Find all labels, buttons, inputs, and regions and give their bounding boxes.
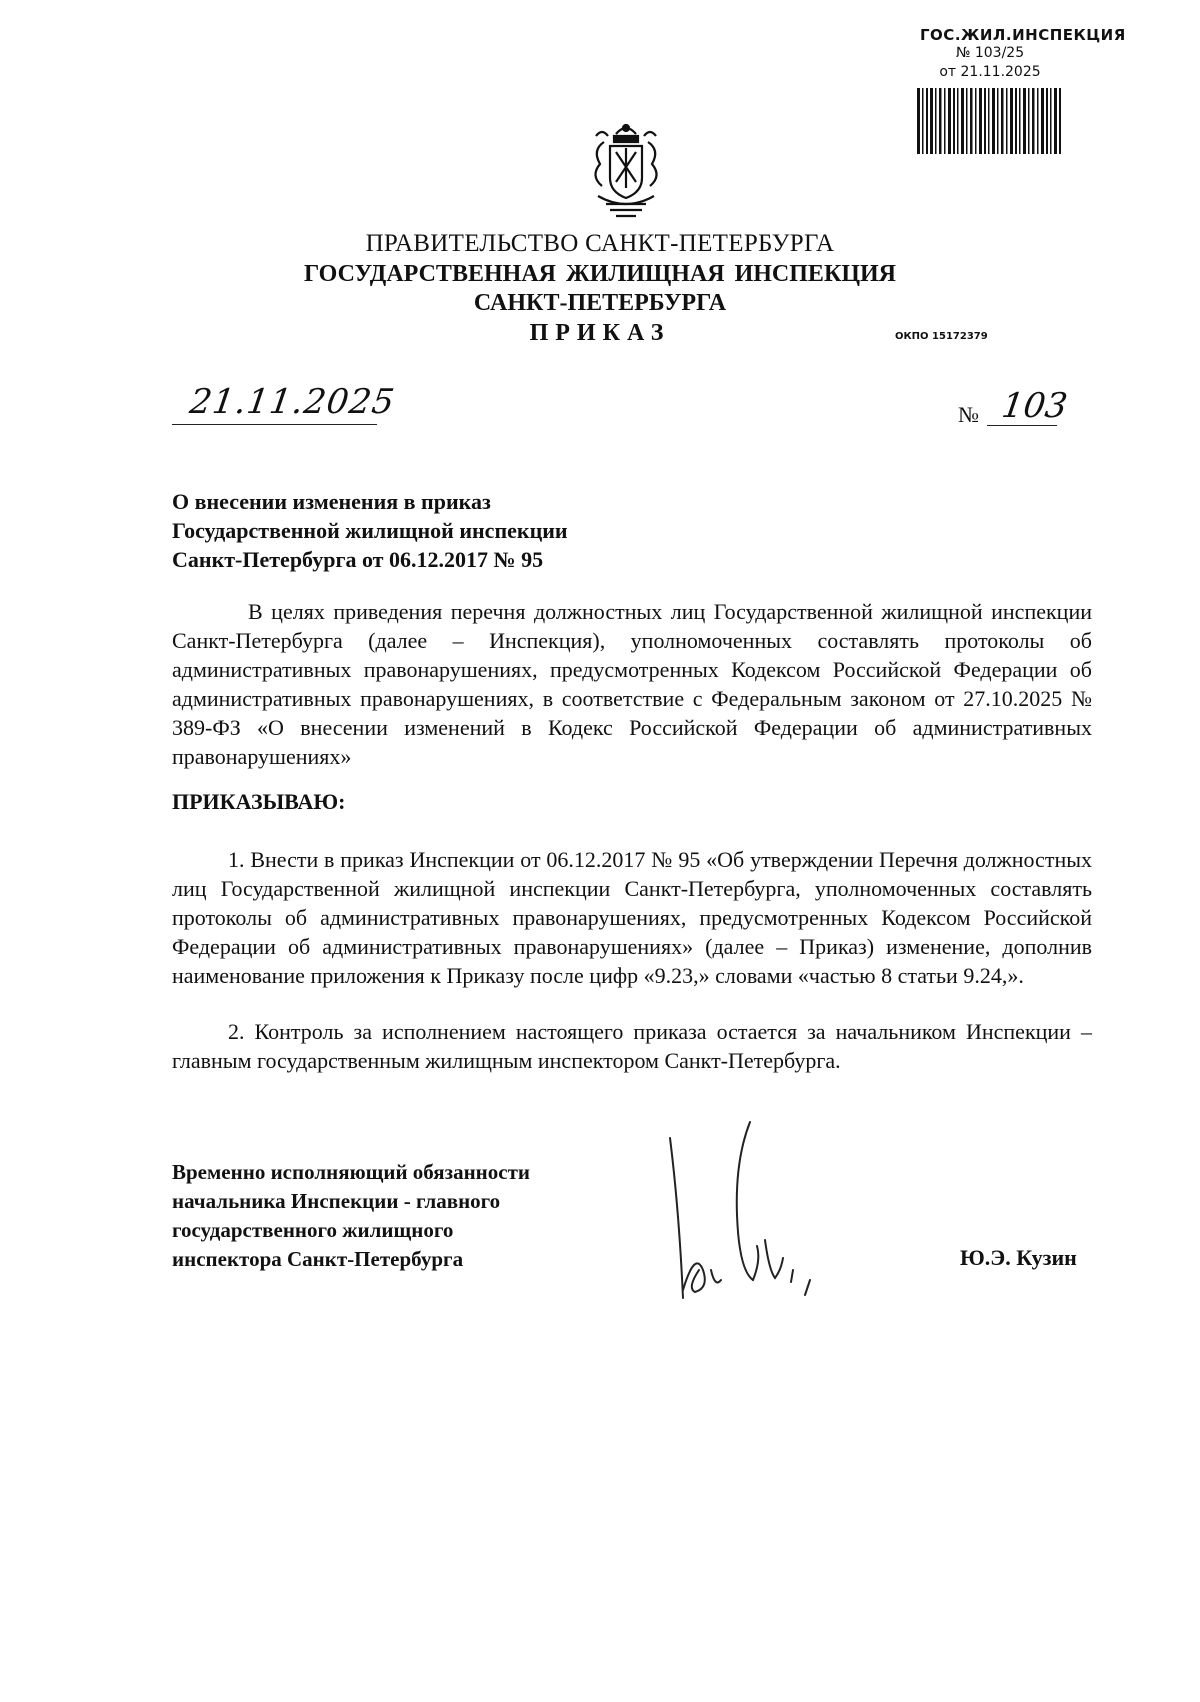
barcode-icon	[915, 88, 1065, 154]
okpo-code: ОКПО 15172379	[895, 331, 988, 342]
order-number: 103	[999, 386, 1070, 426]
stamp-org: ГОС.ЖИЛ.ИНСПЕКЦИЯ	[920, 26, 1126, 44]
signer-line: начальника Инспекции - главного	[172, 1189, 501, 1213]
orders-heading: ПРИКАЗЫВАЮ:	[172, 789, 346, 814]
number-sign: №	[958, 402, 979, 427]
subject-line: О внесении изменения в приказ	[172, 489, 491, 514]
stamp-date: от 21.11.2025	[939, 64, 1041, 80]
government-title: ПРАВИТЕЛЬСТВО САНКТ-ПЕТЕРБУРГА	[365, 230, 835, 257]
signer-position	[172, 1158, 530, 1274]
order-subject	[172, 487, 732, 574]
preamble-paragraph: В целях приведения перечня должностных лиц Государственной жилищной инспекции Санкт-Петербурга (далее – Инспекция), уполномоченных составлять протоколы об административных правонарушениях, предусмотренных Кодексом Российской Федерации об административных правонарушениях, в соответствие с Федеральным законом от 27.10.2025 № 389-ФЗ «О внесении изменений в Кодекс Российской Федерации об административных правонарушениях»	[172, 599, 1092, 769]
inspection-title: ГОСУДАРСТВЕННАЯ ЖИЛИЩНАЯ ИНСПЕКЦИЯ	[303, 261, 897, 287]
subject-line: Санкт-Петербурга от 06.12.2017 № 95	[172, 547, 544, 572]
coat-of-arms-icon	[586, 120, 666, 220]
document-type: ПРИКАЗ	[529, 320, 671, 346]
order-item-2: 2. Контроль за исполнением настоящего приказа остается за начальником Инспекции – главным государственным жилищным инспектором Санкт-Петербурга.	[172, 1019, 1092, 1073]
handwritten-signature-icon	[665, 1120, 845, 1310]
signer-line: инспектора Санкт-Петербурга	[172, 1247, 464, 1271]
signer-line: Временно исполняющий обязанности	[172, 1160, 531, 1184]
stamp-number: № 103/25	[955, 45, 1025, 61]
subject-line: Государственной жилищной инспекции	[172, 518, 568, 543]
order-date: 21.11.2025	[187, 382, 398, 422]
signer-line: государственного жилищного	[172, 1218, 454, 1242]
signer-name: Ю.Э. Кузин	[960, 1245, 1077, 1270]
city-title: САНКТ-ПЕТЕРБУРГА	[473, 290, 727, 316]
registration-stamp	[880, 26, 1126, 154]
order-item-1: 1. Внести в приказ Инспекции от 06.12.2017 № 95 «Об утверждении Перечня должностных лиц Государственной жилищной инспекции Санкт-Петербурга, уполномоченных составлять протоколы об административных правонарушениях, предусмотренных Кодексом Российской Федерации об административных правонарушениях» (далее – Приказ) изменение, дополнив наименование приложения к Приказу после цифр «9.23,» словами «частью 8 статьи 9.24,».	[172, 847, 1092, 988]
